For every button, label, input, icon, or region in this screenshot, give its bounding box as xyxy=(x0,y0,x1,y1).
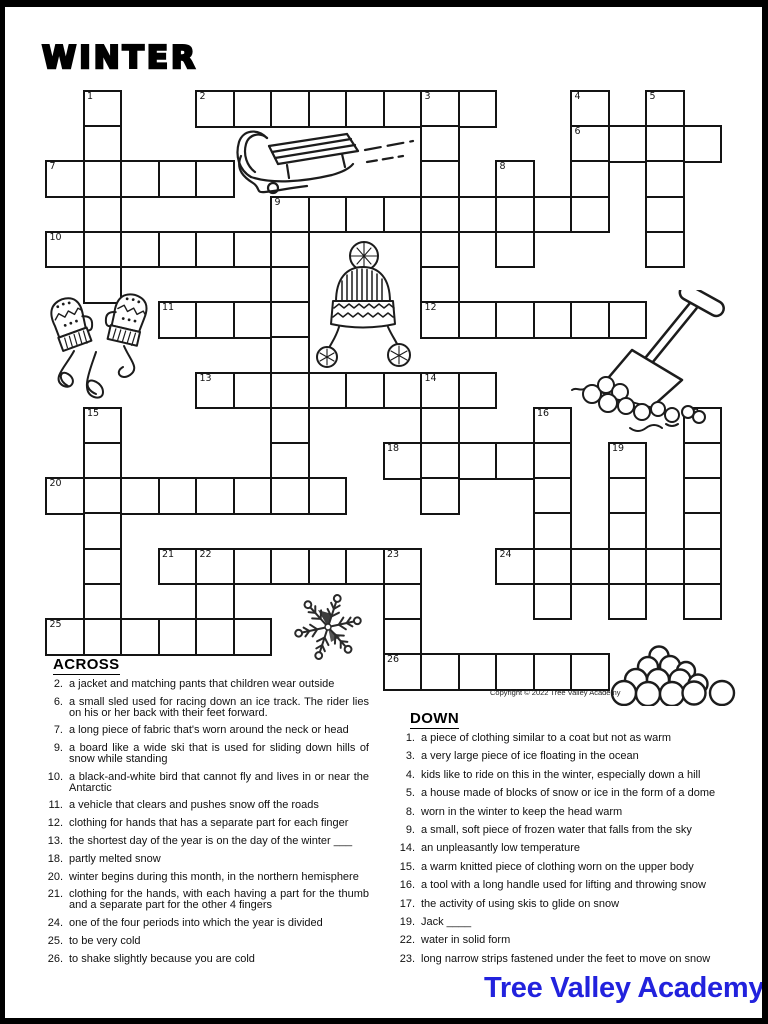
cell-number: 2 xyxy=(199,91,206,102)
clue-text: long narrow strips fastened under the feet to move on snow xyxy=(421,952,711,965)
clue-number: 10. xyxy=(47,770,63,783)
grid-cell[interactable] xyxy=(45,477,85,515)
grid-cell[interactable] xyxy=(683,548,723,586)
grid-cell[interactable] xyxy=(420,266,460,304)
grid-cell[interactable] xyxy=(420,372,460,410)
grid-cell[interactable] xyxy=(458,90,498,128)
grid-cell[interactable] xyxy=(308,548,348,586)
grid-cell[interactable] xyxy=(195,372,235,410)
grid-cell[interactable] xyxy=(83,442,123,480)
grid-cell[interactable] xyxy=(233,618,273,656)
grid-cell[interactable] xyxy=(270,477,310,515)
sled-image xyxy=(227,122,422,196)
grid-cell[interactable] xyxy=(158,477,198,515)
grid-cell[interactable] xyxy=(383,583,423,621)
grid-cell[interactable] xyxy=(83,125,123,163)
grid-cell[interactable] xyxy=(195,618,235,656)
clue-number: 17. xyxy=(399,897,415,910)
mittens-image xyxy=(40,290,158,408)
clue-item xyxy=(389,862,757,873)
grid-cell[interactable] xyxy=(420,90,460,128)
grid-cell[interactable] xyxy=(608,125,648,163)
grid-cell[interactable] xyxy=(645,160,685,198)
clue-text: the activity of using skis to glide on snow xyxy=(421,897,620,910)
clue-item xyxy=(389,899,757,910)
grid-cell[interactable] xyxy=(608,442,648,480)
grid-cell[interactable] xyxy=(345,372,385,410)
clue-item xyxy=(37,918,369,929)
clue-text: worn in the winter to keep the head warm xyxy=(421,805,623,818)
grid-cell[interactable] xyxy=(683,442,723,480)
grid-cell[interactable] xyxy=(458,196,498,234)
clue-item xyxy=(389,917,757,928)
grid-cell[interactable] xyxy=(570,90,610,128)
grid-cell[interactable] xyxy=(83,548,123,586)
grid-cell[interactable] xyxy=(570,160,610,198)
clue-number: 20. xyxy=(47,870,63,883)
grid-cell[interactable] xyxy=(83,231,123,269)
clue-item xyxy=(37,836,369,847)
grid-cell[interactable] xyxy=(158,160,198,198)
grid-cell[interactable] xyxy=(570,196,610,234)
clue-number: 16. xyxy=(399,879,415,892)
clue-text: a very large piece of ice floating in the ocean xyxy=(421,750,639,763)
grid-cell[interactable] xyxy=(608,548,648,586)
grid-cell[interactable] xyxy=(45,618,85,656)
across-heading: ACROSS xyxy=(53,656,120,673)
grid-cell[interactable] xyxy=(608,512,648,550)
snowflake-image xyxy=(288,592,368,662)
grid-cell[interactable] xyxy=(158,231,198,269)
grid-cell[interactable] xyxy=(195,301,235,339)
down-heading: DOWN xyxy=(410,710,460,727)
clue-item xyxy=(37,889,369,911)
grid-cell[interactable] xyxy=(83,618,123,656)
grid-cell[interactable] xyxy=(495,196,535,234)
cell-number: 8 xyxy=(499,161,506,173)
clue-item xyxy=(37,800,369,811)
grid-cell[interactable] xyxy=(533,512,573,550)
grid-cell[interactable] xyxy=(533,653,573,691)
grid-cell[interactable] xyxy=(233,301,273,339)
clue-number: 22. xyxy=(399,934,415,947)
grid-cell[interactable] xyxy=(683,583,723,621)
grid-cell[interactable] xyxy=(83,160,123,198)
grid-cell[interactable] xyxy=(383,653,423,691)
grid-cell[interactable] xyxy=(458,301,498,339)
cell-number: 13 xyxy=(199,372,212,384)
clue-item xyxy=(389,825,757,836)
cell-number: 16 xyxy=(537,407,550,419)
cell-number: 23 xyxy=(387,548,400,560)
grid-cell[interactable] xyxy=(420,653,460,691)
clue-text: Jack ____ xyxy=(421,915,472,928)
clue-item xyxy=(389,788,757,799)
grid-cell[interactable] xyxy=(420,477,460,515)
clue-number: 3. xyxy=(405,750,415,763)
clue-number: 8. xyxy=(405,805,415,818)
grid-cell[interactable] xyxy=(495,548,535,586)
clue-item xyxy=(37,954,369,965)
grid-cell[interactable] xyxy=(233,477,273,515)
grid-cell[interactable] xyxy=(195,583,235,621)
grid-cell[interactable] xyxy=(308,196,348,234)
grid-cell[interactable] xyxy=(570,548,610,586)
grid-cell[interactable] xyxy=(383,548,423,586)
grid-cell[interactable] xyxy=(420,407,460,445)
cell-number: 11 xyxy=(162,302,175,314)
grid-cell[interactable] xyxy=(495,160,535,198)
grid-cell[interactable] xyxy=(608,477,648,515)
cell-number: 21 xyxy=(162,548,175,560)
grid-cell[interactable] xyxy=(195,231,235,269)
snow-shovel-image xyxy=(566,290,762,440)
clue-text: a jacket and matching pants that children wear outside xyxy=(69,678,335,690)
grid-cell[interactable] xyxy=(158,301,198,339)
clue-text: a long piece of fabric that's worn around the neck or head xyxy=(69,724,349,737)
cell-number: 25 xyxy=(49,619,62,630)
clue-text: winter begins during this month, in the northern hemisphere xyxy=(69,870,359,883)
clue-item xyxy=(389,807,757,818)
grid-cell[interactable] xyxy=(45,160,85,198)
grid-cell[interactable] xyxy=(420,231,460,269)
clue-item xyxy=(389,935,757,946)
grid-cell[interactable] xyxy=(83,196,123,234)
clue-item xyxy=(37,818,369,829)
grid-cell[interactable] xyxy=(233,372,273,410)
cell-number: 26 xyxy=(387,654,400,666)
cell-number: 22 xyxy=(199,548,212,560)
down-heading-wrap xyxy=(410,710,459,729)
grid-cell[interactable] xyxy=(683,125,723,163)
clue-number: 9. xyxy=(53,742,63,755)
clue-item xyxy=(389,954,757,965)
grid-cell[interactable] xyxy=(570,125,610,163)
clue-number: 18. xyxy=(47,852,63,865)
grid-cell[interactable] xyxy=(495,301,535,339)
grid-cell[interactable] xyxy=(270,442,310,480)
grid-cell[interactable] xyxy=(270,231,310,269)
clue-number: 2. xyxy=(53,678,63,690)
clue-item xyxy=(37,854,369,865)
cell-number: 9 xyxy=(274,196,281,208)
cell-number: 20 xyxy=(49,478,62,490)
clue-item xyxy=(389,843,757,854)
clue-number: 9. xyxy=(405,823,415,836)
grid-cell[interactable] xyxy=(608,583,648,621)
clue-number: 5. xyxy=(405,787,415,800)
grid-cell[interactable] xyxy=(270,336,310,374)
cell-number: 10 xyxy=(49,231,62,243)
grid-cell[interactable] xyxy=(83,583,123,621)
clue-text: a black-and-white bird that cannot fly and lives in or near the Antarctic xyxy=(69,770,369,794)
clue-item xyxy=(37,725,369,736)
grid-cell[interactable] xyxy=(420,125,460,163)
clue-text: clothing for the hands, with each having a part for the thumb and a separate part for the other 4 fingers xyxy=(69,888,369,912)
clue-text: to be very cold xyxy=(69,934,141,947)
grid-cell[interactable] xyxy=(345,548,385,586)
clue-text: a small sled used for racing down an ice track. The rider lies on his or her back with their feet forward. xyxy=(69,695,369,719)
clue-item xyxy=(37,872,369,883)
clue-number: 6. xyxy=(53,695,63,708)
grid-cell[interactable] xyxy=(533,548,573,586)
grid-cell[interactable] xyxy=(533,196,573,234)
clue-text: a house made of blocks of snow or ice in the form of a dome xyxy=(421,787,716,800)
grid-cell[interactable] xyxy=(270,301,310,339)
cell-number: 4 xyxy=(574,91,581,102)
grid-cell[interactable] xyxy=(420,160,460,198)
clue-number: 4. xyxy=(405,768,415,781)
cell-number: 3 xyxy=(424,91,431,102)
clue-number: 19. xyxy=(399,915,415,928)
clue-text: clothing for hands that has a separate part for each finger xyxy=(69,817,349,830)
grid-cell[interactable] xyxy=(458,653,498,691)
grid-cell[interactable] xyxy=(83,90,123,128)
down-clue-list xyxy=(389,733,757,972)
clue-number: 26. xyxy=(47,952,63,965)
clue-number: 21. xyxy=(47,888,63,901)
grid-cell[interactable] xyxy=(270,196,310,234)
grid-cell[interactable] xyxy=(533,477,573,515)
grid-cell[interactable] xyxy=(645,125,685,163)
copyright-text: Copyright © 2022 Tree Valley Academy xyxy=(490,688,621,697)
clue-text: water in solid form xyxy=(421,934,511,947)
clue-text: an unpleasantly low temperature xyxy=(421,842,580,855)
clue-number: 24. xyxy=(47,916,63,929)
grid-cell[interactable] xyxy=(270,548,310,586)
cell-number: 15 xyxy=(87,407,100,419)
cell-number: 6 xyxy=(574,126,581,138)
cell-number: 7 xyxy=(49,161,56,173)
grid-cell[interactable] xyxy=(383,372,423,410)
clue-text: a tool with a long handle used for lifting and throwing snow xyxy=(421,879,706,892)
grid-cell[interactable] xyxy=(195,548,235,586)
cell-number: 1 xyxy=(87,91,94,102)
grid-cell[interactable] xyxy=(495,442,535,480)
clue-item xyxy=(37,772,369,794)
grid-cell[interactable] xyxy=(458,372,498,410)
clue-number: 14. xyxy=(399,842,415,855)
grid-cell[interactable] xyxy=(420,442,460,480)
clue-number: 15. xyxy=(399,860,415,873)
grid-cell[interactable] xyxy=(420,196,460,234)
grid-cell[interactable] xyxy=(83,407,123,445)
grid-cell[interactable] xyxy=(683,512,723,550)
clue-item xyxy=(389,751,757,762)
grid-cell[interactable] xyxy=(270,407,310,445)
clue-text: one of the four periods into which the year is divided xyxy=(69,916,323,929)
clue-item xyxy=(37,697,369,719)
snowballs-image xyxy=(610,642,738,706)
clue-text: the shortest day of the year is on the day of the winter ___ xyxy=(69,834,353,847)
clue-text: a vehicle that clears and pushes snow off the roads xyxy=(69,799,319,812)
grid-cell[interactable] xyxy=(45,231,85,269)
page-title: WINTER xyxy=(42,40,198,76)
grid-cell[interactable] xyxy=(270,266,310,304)
grid-cell[interactable] xyxy=(308,372,348,410)
cell-number: 19 xyxy=(612,443,625,454)
clue-item xyxy=(389,733,757,744)
grid-cell[interactable] xyxy=(233,231,273,269)
grid-cell[interactable] xyxy=(420,301,460,339)
cell-number: 12 xyxy=(424,302,437,314)
clue-number: 25. xyxy=(47,934,63,947)
clue-text: to shake slightly because you are cold xyxy=(69,952,255,965)
clue-text: partly melted snow xyxy=(69,852,161,865)
grid-cell[interactable] xyxy=(120,618,160,656)
cell-number: 5 xyxy=(649,91,656,102)
clue-text: kids like to ride on this in the winter, especially down a hill xyxy=(421,768,701,781)
grid-cell[interactable] xyxy=(83,477,123,515)
grid-cell[interactable] xyxy=(270,372,310,410)
clue-number: 13. xyxy=(47,834,63,847)
grid-cell[interactable] xyxy=(495,231,535,269)
grid-cell[interactable] xyxy=(233,548,273,586)
grid-cell[interactable] xyxy=(345,196,385,234)
clue-number: 23. xyxy=(399,952,415,965)
clue-text: a warm knitted piece of clothing worn on the upper body xyxy=(421,860,694,873)
grid-cell[interactable] xyxy=(533,583,573,621)
grid-cell[interactable] xyxy=(383,618,423,656)
across-heading-wrap xyxy=(53,656,120,675)
grid-cell[interactable] xyxy=(645,196,685,234)
grid-cell[interactable] xyxy=(683,477,723,515)
grid-cell[interactable] xyxy=(158,548,198,586)
across-clue-list xyxy=(37,679,369,971)
grid-cell[interactable] xyxy=(383,442,423,480)
clue-item xyxy=(37,743,369,765)
grid-cell[interactable] xyxy=(570,653,610,691)
cell-number: 24 xyxy=(499,548,512,560)
cell-number: 14 xyxy=(424,372,437,384)
grid-cell[interactable] xyxy=(495,653,535,691)
grid-cell[interactable] xyxy=(308,477,348,515)
clue-number: 11. xyxy=(48,799,63,812)
clue-text: a board like a wide ski that is used for sliding down hills of snow while standing xyxy=(69,742,369,765)
grid-cell[interactable] xyxy=(83,512,123,550)
clue-item xyxy=(37,936,369,947)
clue-item xyxy=(389,880,757,891)
grid-cell[interactable] xyxy=(195,477,235,515)
clue-text: a small, soft piece of frozen water that falls from the sky xyxy=(421,823,692,836)
grid-cell[interactable] xyxy=(533,442,573,480)
grid-cell[interactable] xyxy=(645,548,685,586)
clue-item xyxy=(37,679,369,690)
grid-cell[interactable] xyxy=(120,160,160,198)
knitted-hat-image xyxy=(312,236,414,370)
grid-cell[interactable] xyxy=(383,196,423,234)
grid-cell[interactable] xyxy=(158,618,198,656)
clue-item xyxy=(389,770,757,781)
grid-cell[interactable] xyxy=(458,442,498,480)
brand-text: Tree Valley Academy xyxy=(484,972,765,1004)
clue-number: 12. xyxy=(47,817,63,830)
grid-cell[interactable] xyxy=(120,477,160,515)
clue-number: 7. xyxy=(53,724,63,737)
clue-text: a piece of clothing similar to a coat but not as warm xyxy=(421,732,672,744)
grid-cell[interactable] xyxy=(120,231,160,269)
cell-number: 18 xyxy=(387,443,400,454)
grid-cell[interactable] xyxy=(645,231,685,269)
clue-number: 1. xyxy=(405,732,415,744)
grid-cell[interactable] xyxy=(645,90,685,128)
